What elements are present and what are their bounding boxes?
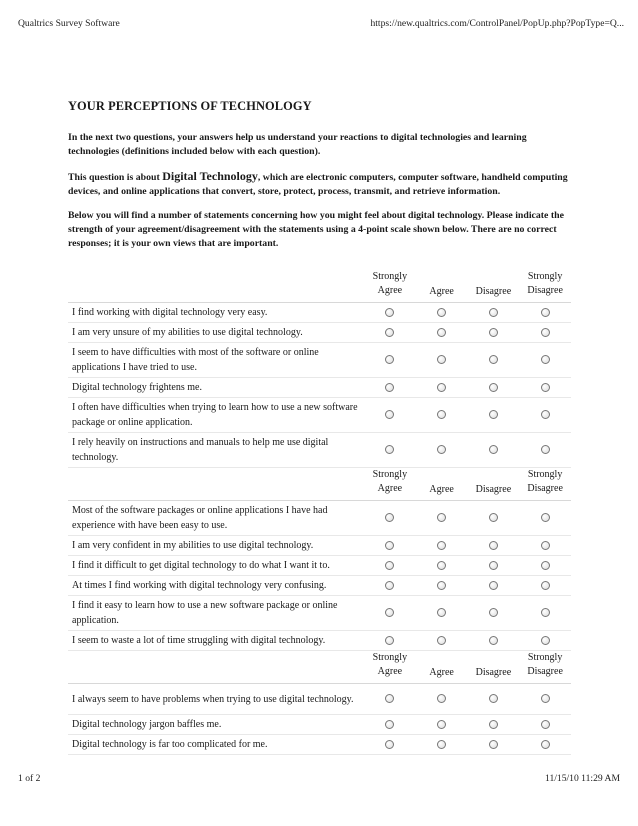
table-row: [68, 735, 571, 755]
statement-text: I am very unsure of my abilities to use digital technology.: [68, 323, 364, 343]
radio-agree[interactable]: [437, 410, 446, 419]
radio-strongly-agree[interactable]: [385, 308, 394, 317]
radio-disagree[interactable]: [489, 561, 498, 570]
definition-term: Digital Technology: [162, 169, 258, 183]
radio-disagree[interactable]: [489, 383, 498, 392]
statement-text: I rely heavily on instructions and manuals to help me use digital technology.: [68, 433, 364, 468]
radio-strongly-agree[interactable]: [385, 608, 394, 617]
statement-text: I find it difficult to get digital technology to do what I want it to.: [68, 556, 364, 576]
statement-text: Digital technology jargon baffles me.: [68, 715, 364, 735]
radio-strongly-agree[interactable]: [385, 694, 394, 703]
option-cell: [416, 684, 468, 715]
option-cell: [416, 398, 468, 433]
option-cell: [364, 576, 416, 596]
radio-agree[interactable]: [437, 445, 446, 454]
radio-disagree[interactable]: [489, 355, 498, 364]
option-cell: [468, 501, 520, 536]
option-cell: [364, 556, 416, 576]
table-row: [68, 378, 571, 398]
option-cell: [519, 631, 571, 651]
option-cell: [364, 715, 416, 735]
radio-disagree[interactable]: [489, 694, 498, 703]
scale-header-row: [68, 270, 571, 303]
radio-strongly-agree[interactable]: [385, 581, 394, 590]
likert-matrix: [68, 270, 571, 755]
option-cell: [364, 684, 416, 715]
option-cell: [468, 596, 520, 631]
radio-disagree[interactable]: [489, 445, 498, 454]
print-timestamp: 11/15/10 11:29 AM: [545, 773, 620, 784]
option-cell: [416, 715, 468, 735]
scale-label-strongly-agree: Strongly Agree: [364, 651, 416, 684]
option-cell: [416, 735, 468, 755]
table-row: [68, 536, 571, 556]
option-cell: [519, 684, 571, 715]
scale-label-agree: Agree: [416, 468, 468, 501]
radio-disagree[interactable]: [489, 328, 498, 337]
statement-text: I find working with digital technology very easy.: [68, 303, 364, 323]
radio-strongly-disagree[interactable]: [541, 410, 550, 419]
table-row: [68, 556, 571, 576]
radio-strongly-agree[interactable]: [385, 513, 394, 522]
option-cell: [468, 378, 520, 398]
option-cell: [416, 323, 468, 343]
scale-header-spacer: [68, 651, 364, 684]
table-row: [68, 631, 571, 651]
option-cell: [519, 576, 571, 596]
table-row: [68, 343, 571, 378]
radio-agree[interactable]: [437, 355, 446, 364]
option-cell: [416, 536, 468, 556]
option-cell: [468, 735, 520, 755]
option-cell: [468, 323, 520, 343]
radio-strongly-agree[interactable]: [385, 561, 394, 570]
option-cell: [416, 343, 468, 378]
table-row: [68, 684, 571, 715]
radio-agree[interactable]: [437, 608, 446, 617]
option-cell: [364, 303, 416, 323]
radio-strongly-agree[interactable]: [385, 383, 394, 392]
option-cell: [519, 715, 571, 735]
radio-strongly-agree[interactable]: [385, 720, 394, 729]
radio-disagree[interactable]: [489, 720, 498, 729]
radio-strongly-disagree[interactable]: [541, 694, 550, 703]
option-cell: [468, 556, 520, 576]
radio-strongly-disagree[interactable]: [541, 720, 550, 729]
statement-text: I seem to have difficulties with most of the software or online applications I have tried to use.: [68, 343, 364, 378]
radio-strongly-disagree[interactable]: [541, 328, 550, 337]
radio-strongly-agree[interactable]: [385, 541, 394, 550]
statement-text: Most of the software packages or online applications I have had experience with have been easy to use.: [68, 501, 364, 536]
scale-label-disagree: Disagree: [468, 651, 520, 684]
radio-strongly-disagree[interactable]: [541, 740, 550, 749]
radio-disagree[interactable]: [489, 581, 498, 590]
radio-disagree[interactable]: [489, 513, 498, 522]
radio-strongly-agree[interactable]: [385, 445, 394, 454]
option-cell: [364, 631, 416, 651]
option-cell: [519, 556, 571, 576]
statement-text: I always seem to have problems when trying to use digital technology.: [68, 684, 364, 715]
radio-disagree[interactable]: [489, 636, 498, 645]
scale-label-strongly-agree: Strongly Agree: [364, 270, 416, 303]
radio-strongly-disagree[interactable]: [541, 581, 550, 590]
option-cell: [519, 343, 571, 378]
scale-label-agree: Agree: [416, 270, 468, 303]
radio-disagree[interactable]: [489, 410, 498, 419]
scale-label-agree: Agree: [416, 651, 468, 684]
option-cell: [416, 556, 468, 576]
option-cell: [364, 433, 416, 468]
print-footer: [18, 773, 620, 784]
radio-disagree[interactable]: [489, 740, 498, 749]
table-row: [68, 596, 571, 631]
option-cell: [416, 433, 468, 468]
statement-text: Digital technology is far too complicated for me.: [68, 735, 364, 755]
option-cell: [364, 735, 416, 755]
option-cell: [468, 715, 520, 735]
radio-disagree[interactable]: [489, 541, 498, 550]
statement-text: At times I find working with digital technology very confusing.: [68, 576, 364, 596]
scale-header-spacer: [68, 270, 364, 303]
scale-label-strongly-disagree: Strongly Disagree: [519, 270, 571, 303]
radio-agree[interactable]: [437, 636, 446, 645]
radio-strongly-disagree[interactable]: [541, 541, 550, 550]
statement-text: I find it easy to learn how to use a new software package or online application.: [68, 596, 364, 631]
radio-strongly-disagree[interactable]: [541, 445, 550, 454]
radio-disagree[interactable]: [489, 608, 498, 617]
option-cell: [519, 303, 571, 323]
option-cell: [364, 343, 416, 378]
option-cell: [519, 398, 571, 433]
option-cell: [416, 303, 468, 323]
radio-strongly-agree[interactable]: [385, 740, 394, 749]
radio-agree[interactable]: [437, 513, 446, 522]
radio-agree[interactable]: [437, 541, 446, 550]
radio-agree[interactable]: [437, 328, 446, 337]
table-row: [68, 433, 571, 468]
option-cell: [468, 684, 520, 715]
option-cell: [468, 343, 520, 378]
radio-agree[interactable]: [437, 308, 446, 317]
radio-strongly-disagree[interactable]: [541, 383, 550, 392]
radio-strongly-agree[interactable]: [385, 328, 394, 337]
option-cell: [416, 631, 468, 651]
option-cell: [519, 735, 571, 755]
survey-intro: [68, 99, 573, 251]
option-cell: [519, 433, 571, 468]
radio-agree[interactable]: [437, 740, 446, 749]
option-cell: [519, 596, 571, 631]
intro-paragraph: In the next two questions, your answers help us understand your reactions to digital technologies and learning technologies (definitions included below with each question).: [68, 132, 527, 157]
radio-disagree[interactable]: [489, 308, 498, 317]
radio-strongly-agree[interactable]: [385, 410, 394, 419]
option-cell: [519, 323, 571, 343]
radio-strongly-agree[interactable]: [385, 636, 394, 645]
radio-strongly-disagree[interactable]: [541, 561, 550, 570]
scale-header-row: [68, 468, 571, 501]
option-cell: [519, 378, 571, 398]
scale-label-disagree: Disagree: [468, 468, 520, 501]
scale-label-disagree: Disagree: [468, 270, 520, 303]
radio-agree[interactable]: [437, 561, 446, 570]
radio-strongly-agree[interactable]: [385, 355, 394, 364]
radio-strongly-disagree[interactable]: [541, 355, 550, 364]
scale-header-row: [68, 651, 571, 684]
table-row: [68, 303, 571, 323]
option-cell: [364, 398, 416, 433]
option-cell: [364, 378, 416, 398]
option-cell: [364, 323, 416, 343]
option-cell: [416, 501, 468, 536]
statement-text: I seem to waste a lot of time struggling with digital technology.: [68, 631, 364, 651]
scale-label-strongly-disagree: Strongly Disagree: [519, 651, 571, 684]
option-cell: [468, 536, 520, 556]
radio-strongly-disagree[interactable]: [541, 308, 550, 317]
option-cell: [519, 501, 571, 536]
radio-strongly-disagree[interactable]: [541, 636, 550, 645]
definition-suffix: , which are electronic computers, computer software, handheld computing devices, and online applications that convert, store, protect, process, transmit, and retrieve information.: [68, 172, 568, 197]
radio-agree[interactable]: [437, 581, 446, 590]
option-cell: [468, 433, 520, 468]
radio-strongly-disagree[interactable]: [541, 608, 550, 617]
option-cell: [364, 596, 416, 631]
option-cell: [364, 501, 416, 536]
table-row: [68, 576, 571, 596]
survey-title: YOUR PERCEPTIONS OF TECHNOLOGY: [68, 99, 312, 113]
definition-prefix: This question is about: [68, 172, 163, 183]
statement-text: I often have difficulties when trying to learn how to use a new software package or online application.: [68, 398, 364, 433]
option-cell: [416, 596, 468, 631]
print-header: [18, 18, 624, 29]
statement-text: Digital technology frightens me.: [68, 378, 364, 398]
statement-text: I am very confident in my abilities to use digital technology.: [68, 536, 364, 556]
option-cell: [468, 303, 520, 323]
instructions-paragraph: Below you will find a number of statements concerning how you might feel about digital technology. Please indicate the strength of your agreement/disagreement with the statements using a 4-point scale shown below. There are no correct responses; it is your own views that are important.: [68, 210, 564, 249]
print-header-url: https://new.qualtrics.com/ControlPanel/PopUp.php?PopType=Q...: [370, 18, 624, 29]
radio-agree[interactable]: [437, 720, 446, 729]
print-header-title: Qualtrics Survey Software: [18, 18, 120, 29]
option-cell: [519, 536, 571, 556]
table-row: [68, 398, 571, 433]
radio-strongly-disagree[interactable]: [541, 513, 550, 522]
table-row: [68, 715, 571, 735]
scale-label-strongly-disagree: Strongly Disagree: [519, 468, 571, 501]
option-cell: [416, 378, 468, 398]
option-cell: [468, 398, 520, 433]
radio-agree[interactable]: [437, 383, 446, 392]
scale-label-strongly-agree: Strongly Agree: [364, 468, 416, 501]
page-number: 1 of 2: [18, 773, 41, 784]
option-cell: [364, 536, 416, 556]
table-row: [68, 501, 571, 536]
radio-agree[interactable]: [437, 694, 446, 703]
option-cell: [416, 576, 468, 596]
table-row: [68, 323, 571, 343]
scale-header-spacer: [68, 468, 364, 501]
option-cell: [468, 576, 520, 596]
definition-paragraph: [68, 169, 573, 199]
option-cell: [468, 631, 520, 651]
